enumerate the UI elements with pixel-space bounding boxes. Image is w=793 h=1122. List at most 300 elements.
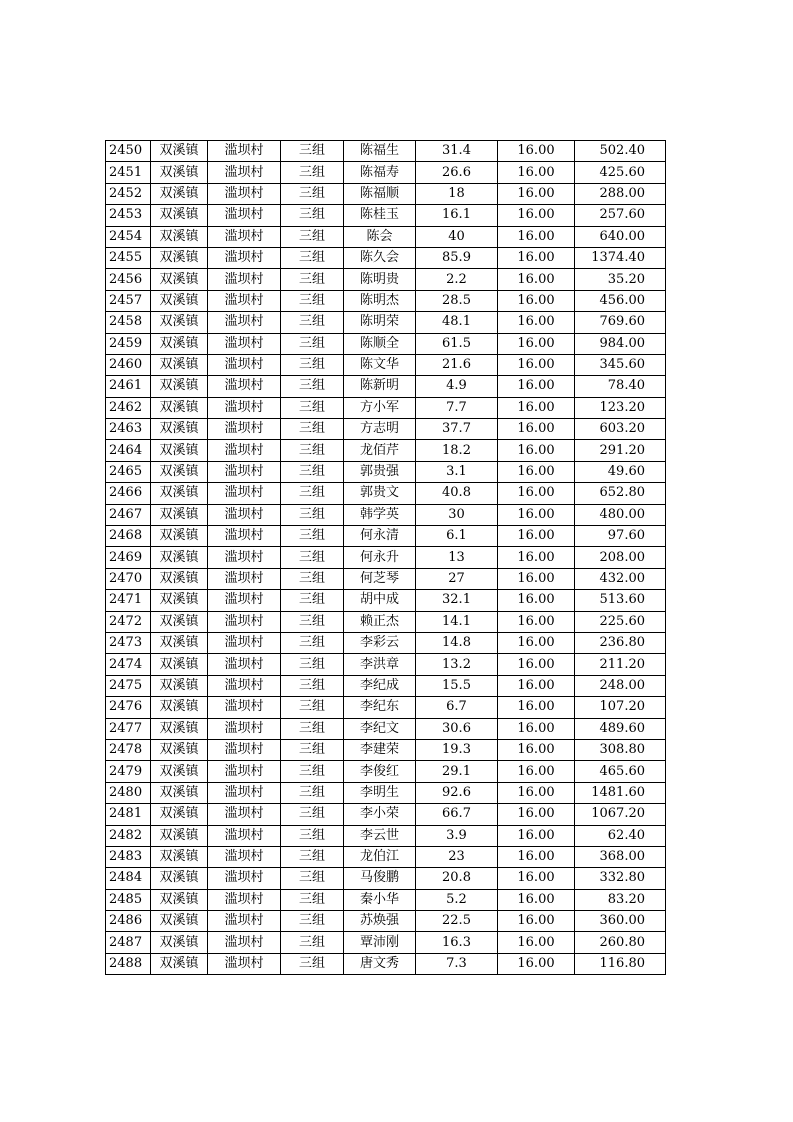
table-row [106,504,666,525]
person-name-cell: 何永清 [344,526,416,547]
group-cell: 三组 [281,590,344,611]
table-row [106,162,666,183]
table-row [106,782,666,803]
area-cell: 18.2 [416,440,498,461]
table-row [106,632,666,653]
town-cell: 双溪镇 [151,333,208,354]
amount-cell: 1374.40 [575,247,666,268]
town-cell: 双溪镇 [151,675,208,696]
record-number: 2464 [106,440,151,461]
area-cell: 48.1 [416,312,498,333]
amount-cell: 1067.20 [575,804,666,825]
unit-price-cell: 16.00 [498,632,575,653]
person-name-cell: 陈久会 [344,247,416,268]
group-cell: 三组 [281,739,344,760]
amount-cell: 291.20 [575,440,666,461]
area-cell: 3.9 [416,825,498,846]
area-cell: 18 [416,183,498,204]
table-row [106,568,666,589]
record-number: 2485 [106,889,151,910]
area-cell: 27 [416,568,498,589]
record-number: 2479 [106,761,151,782]
village-cell: 滥坝村 [208,547,281,568]
village-cell: 滥坝村 [208,868,281,889]
unit-price-cell: 16.00 [498,739,575,760]
unit-price-cell: 16.00 [498,846,575,867]
amount-cell: 652.80 [575,483,666,504]
table-row [106,269,666,290]
group-cell: 三组 [281,911,344,932]
table-row [106,354,666,375]
area-cell: 40 [416,226,498,247]
unit-price-cell: 16.00 [498,205,575,226]
unit-price-cell: 16.00 [498,675,575,696]
person-name-cell: 覃沛刚 [344,932,416,953]
unit-price-cell: 16.00 [498,718,575,739]
record-number: 2460 [106,354,151,375]
record-number: 2468 [106,526,151,547]
amount-cell: 49.60 [575,461,666,482]
village-cell: 滥坝村 [208,568,281,589]
town-cell: 双溪镇 [151,461,208,482]
record-number: 2461 [106,376,151,397]
record-number: 2473 [106,632,151,653]
village-cell: 滥坝村 [208,889,281,910]
area-cell: 19.3 [416,739,498,760]
village-cell: 滥坝村 [208,483,281,504]
area-cell: 20.8 [416,868,498,889]
table-row [106,804,666,825]
table-row [106,333,666,354]
person-name-cell: 李小荣 [344,804,416,825]
unit-price-cell: 16.00 [498,483,575,504]
group-cell: 三组 [281,247,344,268]
area-cell: 32.1 [416,590,498,611]
table-row [106,911,666,932]
amount-cell: 62.40 [575,825,666,846]
area-cell: 31.4 [416,141,498,162]
area-cell: 13.2 [416,654,498,675]
area-cell: 22.5 [416,911,498,932]
amount-cell: 640.00 [575,226,666,247]
town-cell: 双溪镇 [151,654,208,675]
amount-cell: 769.60 [575,312,666,333]
area-cell: 14.8 [416,632,498,653]
village-cell: 滥坝村 [208,419,281,440]
group-cell: 三组 [281,632,344,653]
village-cell: 滥坝村 [208,953,281,974]
table-row [106,226,666,247]
area-cell: 30 [416,504,498,525]
unit-price-cell: 16.00 [498,183,575,204]
area-cell: 66.7 [416,804,498,825]
town-cell: 双溪镇 [151,269,208,290]
group-cell: 三组 [281,440,344,461]
record-number: 2480 [106,782,151,803]
village-cell: 滥坝村 [208,590,281,611]
unit-price-cell: 16.00 [498,654,575,675]
record-number: 2483 [106,846,151,867]
town-cell: 双溪镇 [151,312,208,333]
village-cell: 滥坝村 [208,782,281,803]
group-cell: 三组 [281,269,344,290]
unit-price-cell: 16.00 [498,226,575,247]
village-cell: 滥坝村 [208,718,281,739]
amount-cell: 984.00 [575,333,666,354]
unit-price-cell: 16.00 [498,825,575,846]
village-cell: 滥坝村 [208,205,281,226]
group-cell: 三组 [281,568,344,589]
person-name-cell: 陈明杰 [344,290,416,311]
record-number: 2465 [106,461,151,482]
unit-price-cell: 16.00 [498,782,575,803]
table-row [106,761,666,782]
person-name-cell: 陈新明 [344,376,416,397]
table-row [106,654,666,675]
group-cell: 三组 [281,889,344,910]
table-row [106,526,666,547]
group-cell: 三组 [281,354,344,375]
town-cell: 双溪镇 [151,868,208,889]
table-row [106,247,666,268]
group-cell: 三组 [281,226,344,247]
record-number: 2453 [106,205,151,226]
amount-cell: 83.20 [575,889,666,910]
record-number: 2454 [106,226,151,247]
record-number: 2452 [106,183,151,204]
village-cell: 滥坝村 [208,312,281,333]
town-cell: 双溪镇 [151,590,208,611]
record-number: 2486 [106,911,151,932]
village-cell: 滥坝村 [208,932,281,953]
area-cell: 16.1 [416,205,498,226]
area-cell: 28.5 [416,290,498,311]
record-number: 2462 [106,397,151,418]
group-cell: 三组 [281,761,344,782]
area-cell: 29.1 [416,761,498,782]
person-name-cell: 李纪东 [344,697,416,718]
table-row [106,376,666,397]
table-body [106,141,666,975]
record-number: 2488 [106,953,151,974]
person-name-cell: 陈明荣 [344,312,416,333]
unit-price-cell: 16.00 [498,611,575,632]
amount-cell: 603.20 [575,419,666,440]
table-row [106,889,666,910]
amount-cell: 236.80 [575,632,666,653]
record-number: 2458 [106,312,151,333]
village-cell: 滥坝村 [208,526,281,547]
group-cell: 三组 [281,825,344,846]
village-cell: 滥坝村 [208,141,281,162]
amount-cell: 208.00 [575,547,666,568]
group-cell: 三组 [281,654,344,675]
person-name-cell: 方小军 [344,397,416,418]
town-cell: 双溪镇 [151,911,208,932]
person-name-cell: 陈福寿 [344,162,416,183]
village-cell: 滥坝村 [208,461,281,482]
unit-price-cell: 16.00 [498,547,575,568]
town-cell: 双溪镇 [151,376,208,397]
unit-price-cell: 16.00 [498,141,575,162]
unit-price-cell: 16.00 [498,526,575,547]
person-name-cell: 龙伯江 [344,846,416,867]
group-cell: 三组 [281,419,344,440]
group-cell: 三组 [281,397,344,418]
record-number: 2487 [106,932,151,953]
group-cell: 三组 [281,162,344,183]
area-cell: 15.5 [416,675,498,696]
table-row [106,397,666,418]
unit-price-cell: 16.00 [498,568,575,589]
group-cell: 三组 [281,141,344,162]
group-cell: 三组 [281,312,344,333]
group-cell: 三组 [281,675,344,696]
amount-cell: 360.00 [575,911,666,932]
record-number: 2478 [106,739,151,760]
table-row [106,290,666,311]
village-cell: 滥坝村 [208,632,281,653]
town-cell: 双溪镇 [151,761,208,782]
table-row [106,590,666,611]
person-name-cell: 李云世 [344,825,416,846]
town-cell: 双溪镇 [151,718,208,739]
amount-cell: 513.60 [575,590,666,611]
person-name-cell: 李纪成 [344,675,416,696]
amount-cell: 432.00 [575,568,666,589]
person-name-cell: 李洪章 [344,654,416,675]
town-cell: 双溪镇 [151,739,208,760]
town-cell: 双溪镇 [151,504,208,525]
town-cell: 双溪镇 [151,568,208,589]
amount-cell: 456.00 [575,290,666,311]
town-cell: 双溪镇 [151,782,208,803]
unit-price-cell: 16.00 [498,269,575,290]
town-cell: 双溪镇 [151,162,208,183]
town-cell: 双溪镇 [151,632,208,653]
amount-cell: 345.60 [575,354,666,375]
town-cell: 双溪镇 [151,397,208,418]
village-cell: 滥坝村 [208,269,281,290]
table-row [106,141,666,162]
table-row [106,547,666,568]
unit-price-cell: 16.00 [498,333,575,354]
person-name-cell: 何芝琴 [344,568,416,589]
amount-cell: 225.60 [575,611,666,632]
table-row [106,312,666,333]
record-number: 2482 [106,825,151,846]
record-number: 2484 [106,868,151,889]
village-cell: 滥坝村 [208,739,281,760]
person-name-cell: 李俊红 [344,761,416,782]
area-cell: 37.7 [416,419,498,440]
amount-cell: 116.80 [575,953,666,974]
person-name-cell: 郭贵强 [344,461,416,482]
group-cell: 三组 [281,782,344,803]
record-number: 2477 [106,718,151,739]
town-cell: 双溪镇 [151,846,208,867]
record-number: 2474 [106,654,151,675]
person-name-cell: 胡中成 [344,590,416,611]
amount-cell: 332.80 [575,868,666,889]
village-cell: 滥坝村 [208,162,281,183]
person-name-cell: 陈桂玉 [344,205,416,226]
amount-cell: 368.00 [575,846,666,867]
unit-price-cell: 16.00 [498,590,575,611]
unit-price-cell: 16.00 [498,162,575,183]
record-number: 2456 [106,269,151,290]
town-cell: 双溪镇 [151,354,208,375]
unit-price-cell: 16.00 [498,804,575,825]
person-name-cell: 何永升 [344,547,416,568]
area-cell: 7.7 [416,397,498,418]
table-row [106,440,666,461]
record-number: 2451 [106,162,151,183]
person-name-cell: 李纪文 [344,718,416,739]
table-row [106,697,666,718]
town-cell: 双溪镇 [151,697,208,718]
village-cell: 滥坝村 [208,654,281,675]
table-row [106,868,666,889]
table-row [106,846,666,867]
amount-cell: 211.20 [575,654,666,675]
town-cell: 双溪镇 [151,804,208,825]
area-cell: 6.1 [416,526,498,547]
area-cell: 2.2 [416,269,498,290]
area-cell: 26.6 [416,162,498,183]
person-name-cell: 秦小华 [344,889,416,910]
area-cell: 13 [416,547,498,568]
unit-price-cell: 16.00 [498,376,575,397]
amount-cell: 465.60 [575,761,666,782]
area-cell: 16.3 [416,932,498,953]
record-number: 2467 [106,504,151,525]
person-name-cell: 陈福顺 [344,183,416,204]
village-cell: 滥坝村 [208,675,281,696]
person-name-cell: 苏焕强 [344,911,416,932]
table-row [106,205,666,226]
record-number: 2466 [106,483,151,504]
record-number: 2459 [106,333,151,354]
record-number: 2472 [106,611,151,632]
village-cell: 滥坝村 [208,440,281,461]
town-cell: 双溪镇 [151,141,208,162]
area-cell: 23 [416,846,498,867]
amount-cell: 257.60 [575,205,666,226]
table-row [106,739,666,760]
unit-price-cell: 16.00 [498,290,575,311]
group-cell: 三组 [281,290,344,311]
group-cell: 三组 [281,376,344,397]
person-name-cell: 方志明 [344,419,416,440]
village-cell: 滥坝村 [208,397,281,418]
unit-price-cell: 16.00 [498,697,575,718]
town-cell: 双溪镇 [151,483,208,504]
unit-price-cell: 16.00 [498,932,575,953]
area-cell: 5.2 [416,889,498,910]
amount-cell: 107.20 [575,697,666,718]
table-row [106,953,666,974]
group-cell: 三组 [281,611,344,632]
village-cell: 滥坝村 [208,247,281,268]
village-cell: 滥坝村 [208,846,281,867]
amount-cell: 260.80 [575,932,666,953]
unit-price-cell: 16.00 [498,953,575,974]
group-cell: 三组 [281,547,344,568]
group-cell: 三组 [281,504,344,525]
group-cell: 三组 [281,183,344,204]
record-number: 2455 [106,247,151,268]
table-row [106,611,666,632]
group-cell: 三组 [281,483,344,504]
area-cell: 7.3 [416,953,498,974]
area-cell: 3.1 [416,461,498,482]
village-cell: 滥坝村 [208,911,281,932]
table-row [106,461,666,482]
table-row [106,718,666,739]
group-cell: 三组 [281,868,344,889]
village-cell: 滥坝村 [208,183,281,204]
area-cell: 14.1 [416,611,498,632]
area-cell: 4.9 [416,376,498,397]
table-row [106,419,666,440]
area-cell: 92.6 [416,782,498,803]
town-cell: 双溪镇 [151,440,208,461]
village-cell: 滥坝村 [208,333,281,354]
area-cell: 21.6 [416,354,498,375]
group-cell: 三组 [281,804,344,825]
amount-cell: 489.60 [575,718,666,739]
amount-cell: 78.40 [575,376,666,397]
area-cell: 6.7 [416,697,498,718]
village-cell: 滥坝村 [208,226,281,247]
area-cell: 30.6 [416,718,498,739]
unit-price-cell: 16.00 [498,440,575,461]
amount-cell: 425.60 [575,162,666,183]
record-number: 2470 [106,568,151,589]
person-name-cell: 李建荣 [344,739,416,760]
record-number: 2450 [106,141,151,162]
amount-cell: 1481.60 [575,782,666,803]
record-number: 2481 [106,804,151,825]
town-cell: 双溪镇 [151,825,208,846]
village-cell: 滥坝村 [208,825,281,846]
town-cell: 双溪镇 [151,205,208,226]
amount-cell: 97.60 [575,526,666,547]
amount-cell: 248.00 [575,675,666,696]
unit-price-cell: 16.00 [498,761,575,782]
amount-cell: 288.00 [575,183,666,204]
person-name-cell: 龙佰芹 [344,440,416,461]
town-cell: 双溪镇 [151,547,208,568]
person-name-cell: 韩学英 [344,504,416,525]
amount-cell: 308.80 [575,739,666,760]
town-cell: 双溪镇 [151,889,208,910]
person-name-cell: 郭贵文 [344,483,416,504]
person-name-cell: 陈会 [344,226,416,247]
village-cell: 滥坝村 [208,504,281,525]
group-cell: 三组 [281,333,344,354]
group-cell: 三组 [281,526,344,547]
person-name-cell: 赖正杰 [344,611,416,632]
unit-price-cell: 16.00 [498,911,575,932]
group-cell: 三组 [281,846,344,867]
town-cell: 双溪镇 [151,247,208,268]
group-cell: 三组 [281,932,344,953]
town-cell: 双溪镇 [151,290,208,311]
unit-price-cell: 16.00 [498,419,575,440]
group-cell: 三组 [281,953,344,974]
